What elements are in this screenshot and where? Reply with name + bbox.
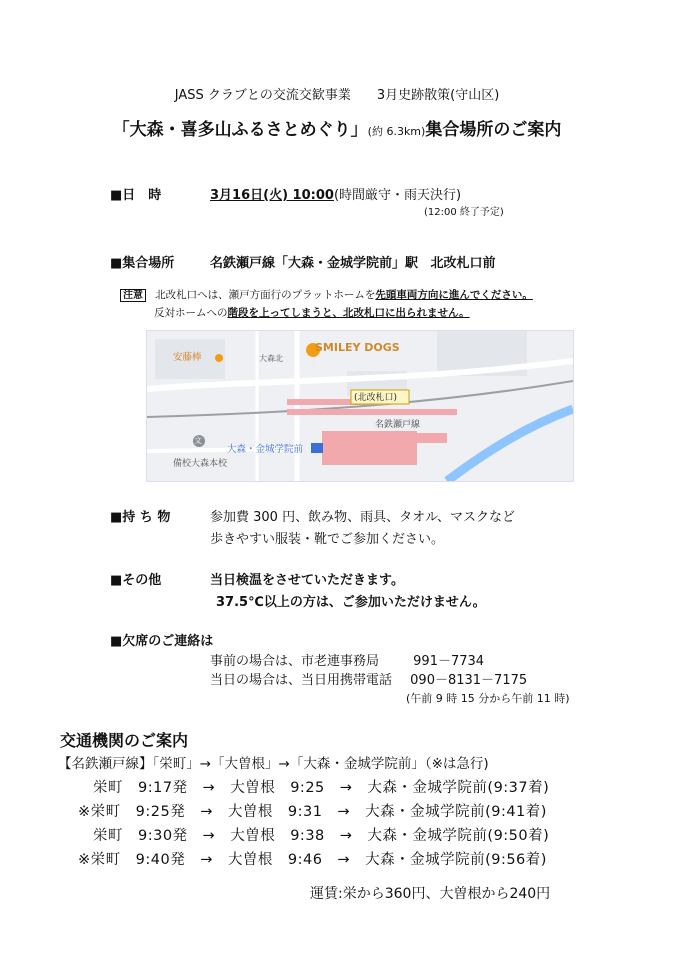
- transit-row: ※栄町 9:25発 → 大曽根 9:31 → 大森・金城学院前(9:41着): [78, 804, 547, 820]
- map-label-station: 大森・金城学院前: [227, 444, 304, 455]
- map-label-line: 名鉄瀬戸線: [375, 420, 421, 430]
- meeting-row: [210, 252, 496, 271]
- transit-row: ※栄町 9:40発 → 大曽根 9:46 → 大森・金城学院前(9:56着): [78, 852, 547, 868]
- school-icon: 文: [194, 436, 202, 445]
- note-line2-b: 階段を上ってしまうと、北改札口に出られません。: [227, 307, 470, 319]
- meeting-label: ■集合場所: [110, 256, 175, 271]
- map-label-school: 備校大森本校: [173, 459, 228, 469]
- other-line2: 37.5℃以上の方は、ご参加いただけません。: [216, 595, 486, 610]
- station-map[interactable]: [146, 330, 574, 482]
- note-line1-a: 北改札口へは、瀬戸方面行のプラットホームを: [155, 289, 376, 301]
- datetime-row: [210, 184, 461, 203]
- note-tag: 注意: [120, 289, 146, 302]
- items-line1: 参加費 300 円、飲み物、雨具、タオル、マスクなど: [210, 510, 516, 525]
- transit-row: 栄町 9:17発 → 大曽根 9:25 → 大森・金城学院前(9:37着): [78, 780, 550, 796]
- meeting-note-2: [154, 301, 470, 320]
- map-label-exit: (北改札口): [354, 393, 398, 403]
- transit-title: 交通機関のご案内: [60, 731, 189, 750]
- title-distance: (約 6.3km): [367, 125, 426, 138]
- other-line1: 当日検温をさせていただきます。: [210, 573, 404, 588]
- items-label: ■持 ち 物: [110, 510, 171, 525]
- meeting-exit: 北改札口前: [430, 256, 496, 271]
- absence-label: ■欠席のご連絡は: [110, 634, 214, 649]
- note-line2-a: 反対ホームへの: [154, 307, 228, 319]
- title-main: 「大森・喜多山ふるさとめぐり」: [112, 120, 368, 140]
- page-title: [0, 115, 674, 140]
- absence-line2: [210, 669, 527, 688]
- datetime-note: (時間厳守・雨天決行): [333, 188, 462, 203]
- meeting-note: [120, 283, 533, 302]
- absence-phone2: 090－8131－7175: [410, 673, 528, 688]
- items-line2: 歩きやすい服装・靴でご参加ください。: [210, 532, 445, 547]
- other-label: ■その他: [110, 573, 162, 588]
- map-label-omorikita: 大森北: [259, 354, 283, 363]
- absence-line1-a: 事前の場合は、市老連事務局: [210, 654, 380, 669]
- absence-line2-a: 当日の場合は、当日用携帯電話: [210, 673, 393, 688]
- meeting-station: 名鉄瀬戸線「大森・金城学院前」駅: [210, 256, 419, 271]
- transit-route: 【名鉄瀬戸線】「栄町」→「大曽根」→「大森・金城学院前」（※は急行): [58, 756, 489, 772]
- datetime-end: (12:00 終了予定): [424, 207, 504, 218]
- transit-fare: 運賃:栄から360円、大曽根から240円: [310, 886, 551, 902]
- transit-row: 栄町 9:30発 → 大曽根 9:38 → 大森・金城学院前(9:50着): [78, 828, 550, 844]
- title-suffix: 集合場所のご案内: [425, 120, 562, 140]
- note-line1-b: 先頭車両方向に進んでください。: [375, 289, 533, 301]
- map-label-adachiya: 安藤棒: [173, 352, 202, 363]
- datetime-value: 3月16日(火) 10:00: [210, 188, 334, 203]
- event-header: JASS クラブとの交流交歓事業 3月史跡散策(守山区): [174, 88, 500, 103]
- absence-line1: [210, 650, 484, 669]
- datetime-label: ■日 時: [110, 188, 162, 203]
- absence-hours: (午前 9 時 15 分から午前 11 時): [406, 692, 570, 705]
- absence-phone1: 991－7734: [413, 654, 485, 669]
- map-label-smiley: SMILEY DOGS: [315, 341, 400, 354]
